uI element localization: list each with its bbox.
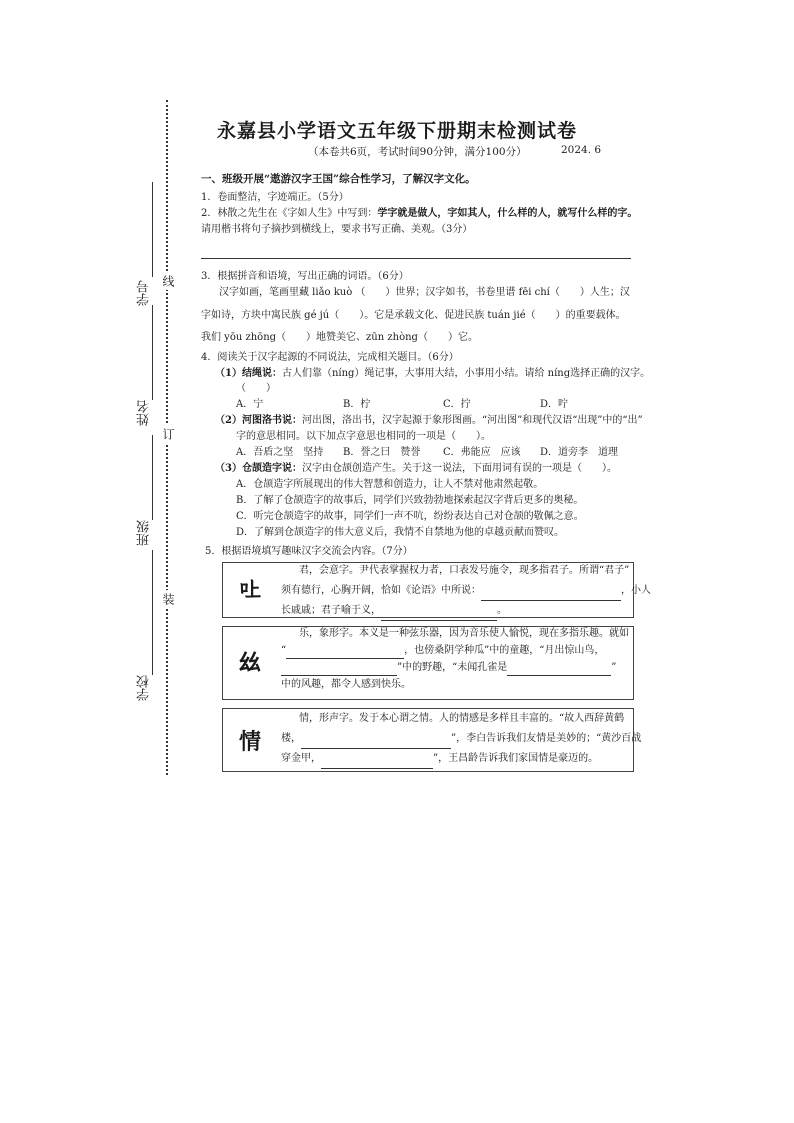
qing-line2: 楼， ”，李白告诉我们友情是美妙的；“黄沙百战	[281, 729, 623, 749]
xuexiao-label: 学校	[137, 675, 152, 701]
question-3-line1: 汉字如画，笔画里藏 liǎo kuò （ ）世界；汉字如书，书卷里谱 fēi chí（ ）人生；汉	[219, 287, 630, 298]
exam-subtitle: （本卷共6页，考试时间90分钟，满分100分）	[308, 146, 527, 158]
jun-line3: 长戚戚；君子喻于义， 。	[281, 601, 623, 621]
banji-field-line[interactable]	[152, 435, 153, 520]
margin-mark-ding: 订	[160, 425, 177, 443]
question-4-part2: （2）河图洛书说：河出图，洛出书，汉字起源于象形图画。“河出图”和现代汉语“出现”中的“出”	[215, 415, 643, 426]
q4-p2-option-d[interactable]: D．道旁李 道理	[540, 447, 619, 458]
question-1: 1．卷面整洁，字迹端正。（5分）	[201, 192, 349, 203]
q4-p1-option-b[interactable]: B．柠	[343, 399, 371, 410]
q4-p3-option-a[interactable]: A．仓颉造字所展现出的伟大智慧和创造力，让人不禁对他肃然起敬。	[236, 479, 544, 490]
character-card-qing	[222, 708, 642, 772]
qing-line3: 穿金甲， ”，王昌龄告诉我们家国情是豪迈的。	[281, 749, 623, 769]
margin-mark-xian: 线	[160, 272, 177, 290]
ancient-qing-glyph-icon: 情	[239, 729, 262, 755]
q4-p3-option-b[interactable]: B．了解了仓颉造字的故事后，同学们兴致勃勃地探索起汉字背后更多的奥秘。	[236, 495, 584, 506]
le-line3: ”中的野趣，“未闻孔雀是 ”	[281, 659, 623, 676]
margin-mark-zhuang: 装	[160, 590, 177, 608]
xuexiao-field-line[interactable]	[152, 550, 153, 675]
le-blank-3[interactable]	[507, 665, 611, 676]
question-3-stem: 3．根据拼音和语境，写出正确的词语。（6分）	[201, 271, 409, 282]
le-blank-1[interactable]	[286, 648, 404, 659]
xuehao-label: 学号	[137, 280, 152, 306]
qing-line1: 情，形声字。发于本心谓之情。人的情感是多样且丰富的。“故人西辞黄鹤	[299, 713, 625, 724]
jun-blank-2[interactable]	[381, 610, 497, 621]
question-4-part3: （3）仓颉造字说：汉字由仓颉创造产生。关于这一说法，下面用词有误的一项是（ ）。	[215, 463, 617, 474]
question-4-stem: 4．阅读关于汉字起源的不同说法，完成相关题目。（6分）	[201, 352, 459, 363]
question-2-line2: 请用楷书将句子摘抄到横线上，要求书写正确、美观。（3分）	[201, 224, 473, 235]
section-heading: 一、班级开展“遨游汉字王国”综合性学习，了解汉字文化。	[201, 173, 476, 185]
qing-blank-1[interactable]	[301, 738, 451, 749]
q4-p3-option-c[interactable]: C．听完仓颉造字的故事，同学们一声不吭，纷纷表达自己对仓颉的敬佩之意。	[236, 511, 584, 522]
xingming-label: 姓名	[137, 400, 152, 426]
copy-answer-line[interactable]	[201, 258, 631, 259]
q4-p1-option-d[interactable]: D．咛	[540, 399, 569, 410]
xuehao-field-line[interactable]	[152, 182, 153, 277]
q4-p2-option-c[interactable]: C．弗能应 应该	[443, 447, 521, 458]
question-4-part2-line2: 字的意思相同。以下加点字意思也相同的一项是（ ）。	[236, 431, 491, 442]
character-card-le	[222, 626, 634, 700]
q4-p1-option-a[interactable]: A．宁	[236, 399, 264, 410]
jun-line1: 君，会意字。尹代表掌握权力者，口表发号施令，现多指君子。所谓“君子”	[299, 565, 630, 576]
le-line2: “ ，也傍桑阴学种瓜”中的童趣，“月出惊山鸟，	[281, 642, 623, 659]
ancient-jun-glyph-icon: 𠮵	[239, 577, 262, 603]
question-3-line3: 我们 yōu zhōng（ ）地赞美它、zūn zhòng（ ）它。	[201, 332, 478, 343]
q4-p3-option-d[interactable]: D．了解到仓颉造字的伟大意义后，我情不自禁地为他的卓越贡献而赞叹。	[236, 527, 565, 538]
q4-p2-option-b[interactable]: B．誉之曰 赞誉	[343, 447, 421, 458]
question-4-part1-blank[interactable]: （ ）	[236, 383, 276, 394]
character-card-jun	[222, 562, 651, 618]
le-line4: 中的风趣，都令人感到快乐。	[281, 679, 411, 690]
exam-title: 永嘉县小学语文五年级下册期末检测试卷	[216, 120, 577, 142]
question-3-line2: 字如诗，方块中寓民族 gé jú（ ）。它是承载文化、促进民族 tuán jié（ ）的重要载体。	[201, 310, 626, 321]
le-line1: 乐，象形字。本义是一种弦乐器，因为音乐使人愉悦，现在多指乐趣。就如	[299, 628, 629, 639]
question-4-part1: （1）结绳说：古人们靠（níng）绳记事，大事用大结，小事用小结。请给 níng选择正确的汉字。	[215, 368, 651, 379]
jun-blank-1[interactable]	[481, 590, 621, 601]
q4-p1-option-c[interactable]: C．拧	[443, 399, 471, 410]
banji-label: 班级	[137, 520, 152, 546]
jun-line2: 须有德行，心胸开阔，恰如《论语》中所说： ，小人	[281, 581, 623, 601]
question-2-line1: 2．林散之先生在《字如人生》中写到：学字就是做人，字如其人，什么样的人，就写什么样的字。	[201, 208, 638, 219]
qing-blank-2[interactable]	[321, 758, 433, 769]
q4-p2-option-a[interactable]: A．吾盾之坚 坚持	[236, 447, 324, 458]
le-blank-2[interactable]	[281, 665, 397, 676]
question-5-stem: 5．根据语境填写趣味汉字交流会内容。（7分）	[205, 546, 413, 557]
xingming-field-line[interactable]	[152, 305, 153, 400]
exam-date: 2024. 6	[561, 144, 602, 156]
ancient-le-glyph-icon: 𢆶	[239, 650, 262, 676]
